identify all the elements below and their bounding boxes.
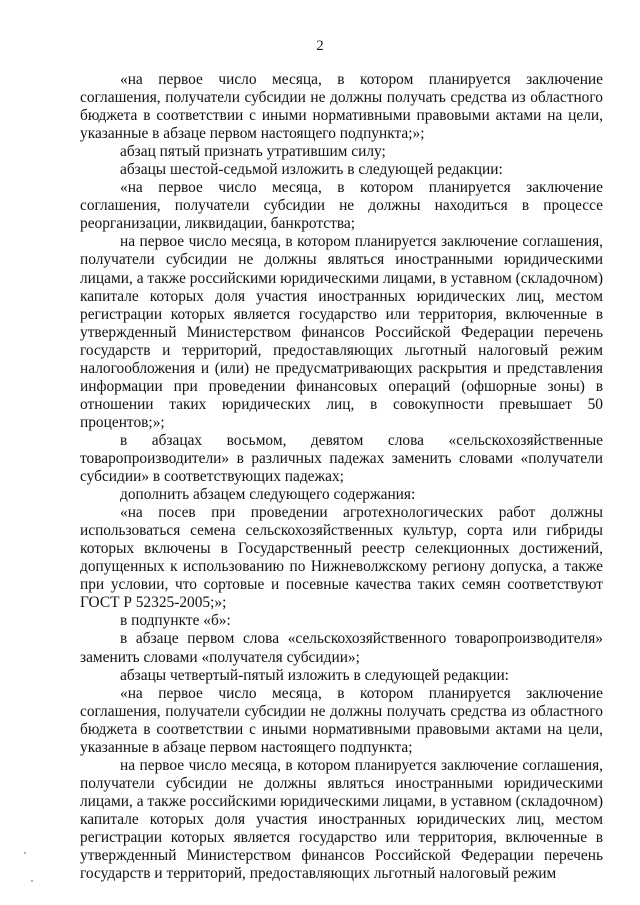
paragraph: «на первое число месяца, в котором планируется заключение соглашения, получатели субсидии не должны находиться в процессе реорганизации, ликвидации, банкротства; [80,179,603,233]
paragraph: абзацы четвертый-пятый изложить в следующей редакции: [120,666,509,684]
scan-speck [31,880,33,882]
paragraph: в абзацах восьмом, девятом слова «сельскохозяйственные товаропроизводители» в различных падежах заменить словами «получатели субсидии» в соответствующих падежах; [80,431,603,486]
document-body [80,71,603,883]
paragraph: «на посев при проведении агротехнологических работ должны использоваться семена сельскохозяйственных культур, сорта или гибриды которых включены в Государственный реестр селекционных достижений, допущенных к использованию по Нижневолжскому региону допуска, а также при условии, что сортовые и посевные качества таких семян соответствуют ГОСТ Р 52325-2005;»; [80,504,603,612]
paragraph: абзац пятый признать утратившим силу; [120,143,386,161]
paragraph: на первое число месяца, в котором планируется заключение соглашения, получатели субсидии не должны являться иностранными юридическими лицами, а также российскими юридическими лицами, в уставном (складочном) капитале которых доля участия иностранных юридических лиц, местом регистрации которых является государство или территория, включенные в утвержденный Министерством финансов Российской Федерации перечень государств и территорий, предоставляющих льготный налоговый режим [80,756,603,883]
paragraph: в абзаце первом слова «сельскохозяйственного товаропроизводителя» заменить словами «получателя субсидии»; [80,630,603,666]
paragraph: дополнить абзацем следующего содержания: [120,486,416,504]
paragraph: «на первое число месяца, в котором планируется заключение соглашения, получатели субсидии не должны получать средства из областного бюджета в соответствии с иными нормативными правовыми актами на цели, указанные в абзаце первом настоящего подпункта;»; [80,71,603,143]
page-number: 2 [316,38,324,54]
paragraph: абзацы шестой-седьмой изложить в следующей редакции: [120,161,503,179]
paragraph: «на первое число месяца, в котором планируется заключение соглашения, получатели субсидии не должны получать средства из областного бюджета в соответствии с иными нормативными правовыми актами на цели, указанные в абзаце первом настоящего подпункта; [80,684,603,756]
paragraph: на первое число месяца, в котором планируется заключение соглашения, получатели субсидии не должны являться иностранными юридическими лицами, а также российскими юридическими лицами, в уставном (складочном) капитале которых доля участия иностранных юридических лиц, местом регистрации которых является государство или территория, включенные в утвержденный Министерством финансов Российской Федерации перечень государств и территорий, предоставляющих льготный налоговый режим налогообложения и (или) не предусматривающих раскрытия и представления информации при проведении финансовых операций (офшорные зоны) в отношении таких юридических лиц, в совокупности превышает 50 процентов;»; [80,233,603,431]
scan-speck [24,852,26,854]
paragraph: в подпункте «б»: [120,612,231,630]
